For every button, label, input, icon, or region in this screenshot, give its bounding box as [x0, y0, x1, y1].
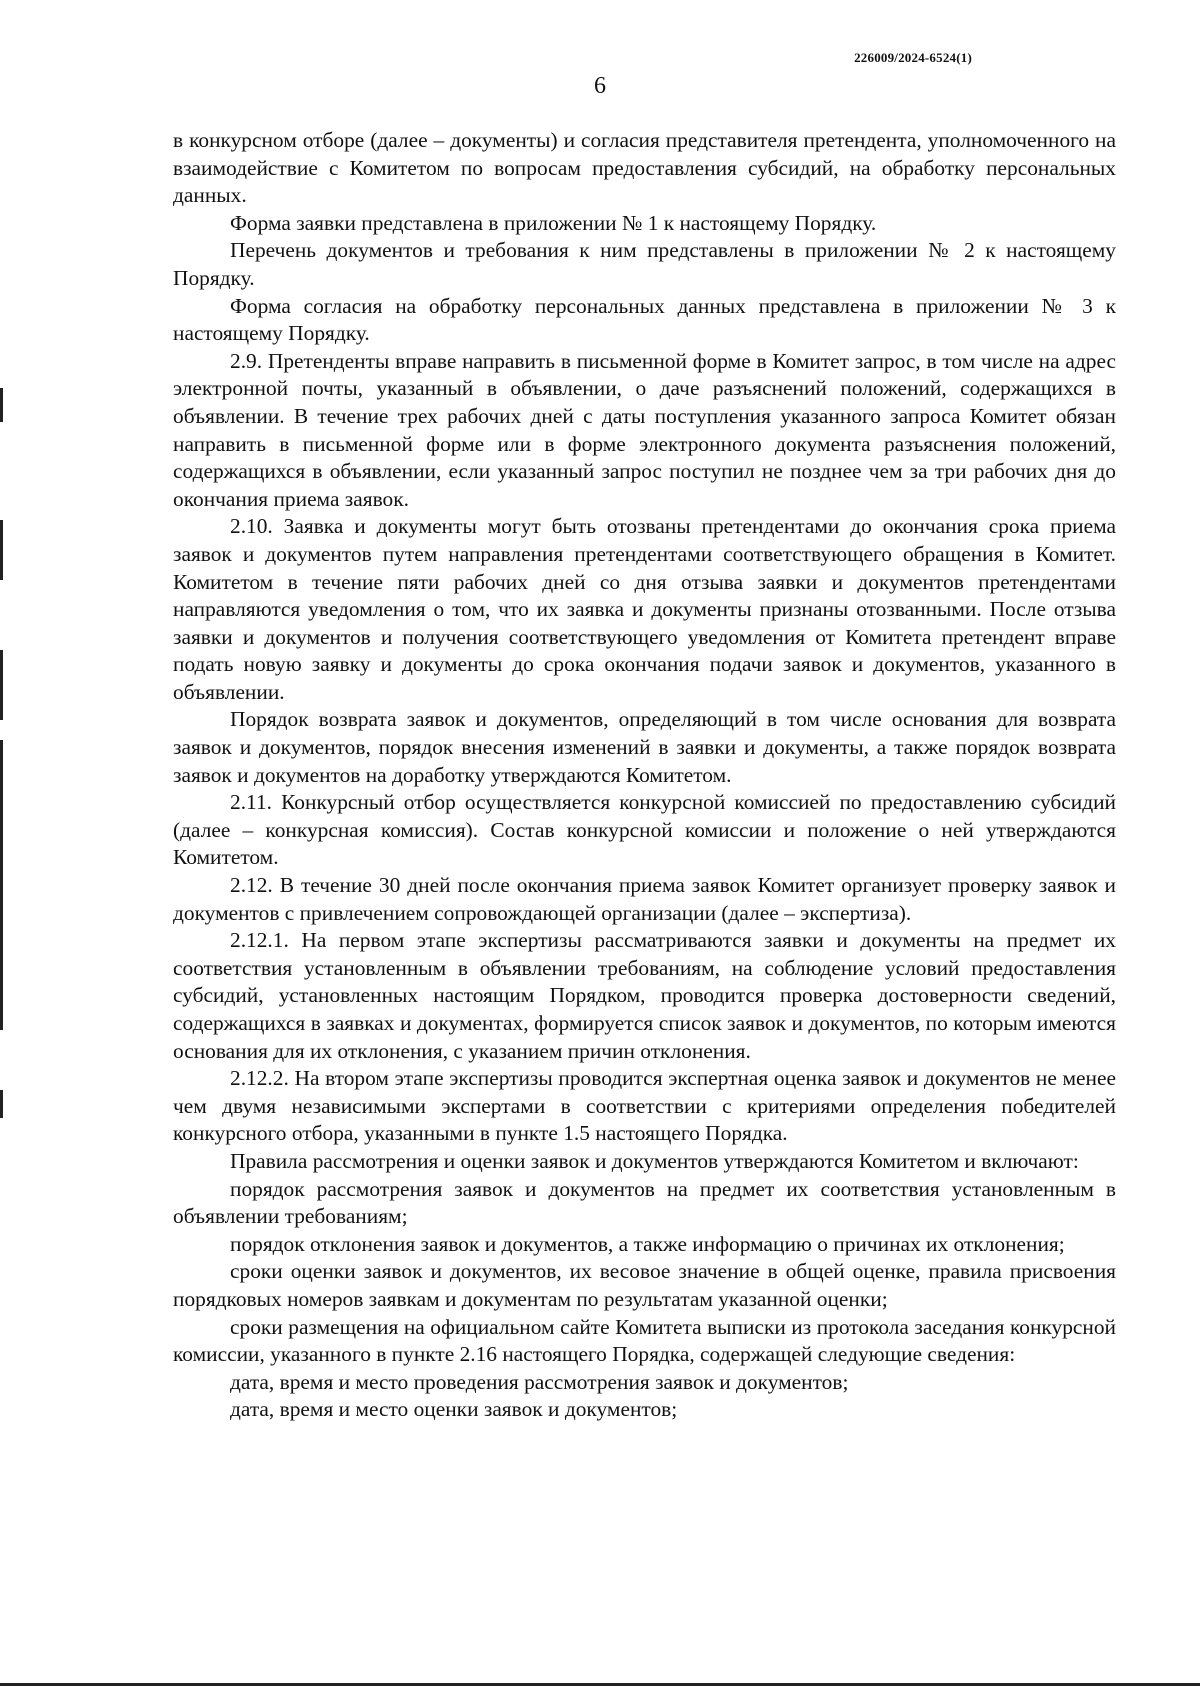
document-registration-number: 226009/2024-6524(1) [854, 50, 972, 65]
scan-margin-mark [0, 520, 3, 580]
paragraph: Форма согласия на обработку персональных данных представлена в приложении № 3 к настоящему Порядку. [173, 293, 1116, 346]
scan-margin-mark [0, 740, 3, 1030]
paragraph: порядок отклонения заявок и документов, а также информацию о причинах их отклонения; [230, 1231, 1065, 1256]
scan-margin-mark [0, 388, 3, 422]
paragraph: сроки размещения на официальном сайте Комитета выписки из протокола заседания конкурсной комиссии, указанного в пункте 2.16 настоящего Порядка, содержащей следующие сведения: [173, 1314, 1116, 1367]
paragraph: в конкурсном отборе (далее – документы) и согласия представителя претендента, уполномоченного на взаимодействие с Комитетом по вопросам предоставления субсидий, на обработку персональных данных. [173, 128, 1116, 208]
paragraph: Форма заявки представлена в приложении № 1 к настоящему Порядку. [230, 210, 877, 235]
paragraph: порядок рассмотрения заявок и документов на предмет их соответствия установленным в объявлении требованиям; [173, 1176, 1116, 1229]
paragraph: дата, время и место оценки заявок и документов; [230, 1397, 678, 1422]
paragraph: 2.12. В течение 30 дней после окончания приема заявок Комитет организует проверку заявок и документов с привлечением сопровождающей организации (далее – экспертиза). [173, 873, 1116, 925]
scan-margin-mark [0, 650, 3, 720]
paragraph: 2.11. Конкурсный отбор осуществляется конкурсной комиссией по предоставлению субсидий (далее – конкурсная комиссия). Состав конкурсной комиссии и положение о ней утверждаются Комитетом. [173, 790, 1116, 870]
paragraph: 2.10. Заявка и документы могут быть отозваны претендентами до окончания срока приема заявок и документов путем направления претендентами соответствующего обращения в Комитет. Комитетом в течение пяти рабочих дней со дня отзыва заявки и документов претендентами направляются уведомления о том, что их заявка и документы признаны отозванными. После отзыва заявки и документов и получения соответствующего уведомления от Комитета претендент вправе подать новую заявку и документы до срока окончания подачи заявок и документов, указанного в объявлении. [173, 514, 1116, 704]
document-body [173, 127, 1116, 1424]
paragraph: 2.12.1. На первом этапе экспертизы рассматриваются заявки и документы на предмет их соответствия установленным в объявлении требованиям, на соблюдение условий предоставления субсидий, установленных настоящим Порядком, проводится проверка достоверности сведений, содержащихся в заявках и документах, формируется список заявок и документов, по которым имеются основания для их отклонения, с указанием причин отклонения. [173, 928, 1116, 1063]
paragraph: сроки оценки заявок и документов, их весовое значение в общей оценке, правила присвоения порядковых номеров заявкам и документам по результатам указанной оценки; [173, 1259, 1116, 1311]
paragraph: 2.12.2. На втором этапе экспертизы проводится экспертная оценка заявок и документов не менее чем двумя независимыми экспертами в соответствии с критериями определения победителей конкурсного отбора, указанными в пункте 1.5 настоящего Порядка. [173, 1066, 1116, 1146]
scan-bottom-edge [0, 1683, 1200, 1686]
paragraph: Правила рассмотрения и оценки заявок и документов утверждаются Комитетом и включают: [230, 1148, 1079, 1173]
paragraph: Перечень документов и требования к ним представлены в приложении № 2 к настоящему Порядку. [173, 238, 1116, 290]
paragraph: 2.9. Претенденты вправе направить в письменной форме в Комитет запрос, в том числе на адрес электронной почты, указанный в объявлении, о даче разъяснений положений, содержащихся в объявлении. В течение трех рабочих дней с даты поступления указанного запроса Комитет обязан направить в письменной форме или в форме электронного документа разъяснения положений, содержащихся в объявлении, если указанный запрос поступил не позднее чем за три рабочих дня до окончания приема заявок. [173, 348, 1116, 511]
paragraph: Порядок возврата заявок и документов, определяющий в том числе основания для возврата заявок и документов, порядок внесения изменений в заявки и документы, а также порядок возврата заявок и документов на доработку утверждаются Комитетом. [173, 707, 1116, 787]
paragraph: дата, время и место проведения рассмотрения заявок и документов; [230, 1369, 849, 1394]
page-number: 6 [594, 73, 606, 99]
scan-margin-mark [0, 1090, 3, 1118]
